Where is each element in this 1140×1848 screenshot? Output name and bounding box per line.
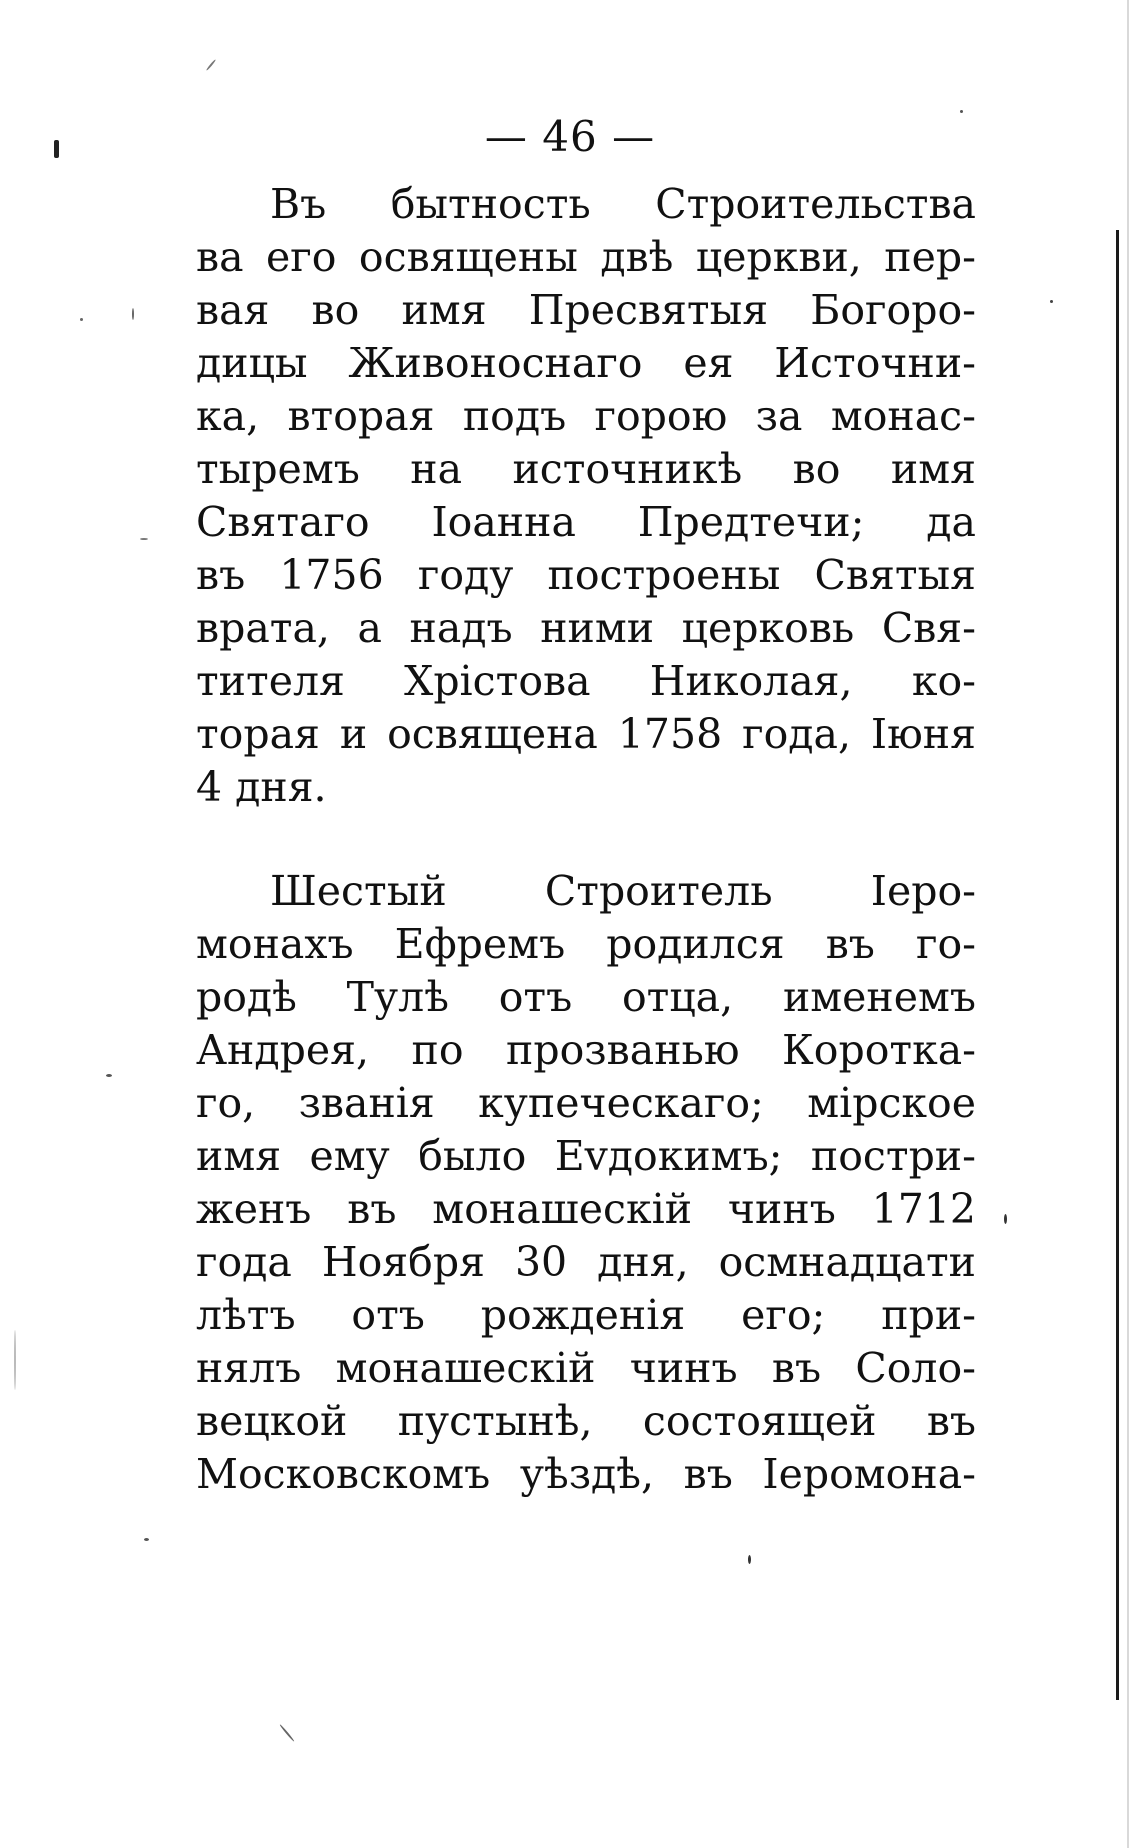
scan-speck [279,1724,295,1742]
scan-speck [748,1555,751,1564]
scan-speck [144,1538,149,1541]
text-line: тыремъ на источникѣ во имя [196,445,976,493]
scan-speck [14,1330,16,1390]
scan-speck [206,59,217,71]
text-line: женъ въ монашескій чинъ 1712 [196,1185,976,1233]
text-line: лѣтъ отъ рожденія его; при- [196,1291,976,1339]
scan-speck [106,1074,112,1077]
text-line: нялъ монашескій чинъ въ Соло- [196,1344,976,1392]
text-line: го, званія купеческаго; мірское [196,1079,976,1127]
text-line: ва его освящены двѣ церкви, пер- [196,233,976,281]
text-line: Шестый Строитель Іеро- [270,867,976,915]
text-line: Андрея, по прозванью Коротка- [196,1026,976,1074]
scan-speck [1004,1214,1007,1224]
text-line: имя ему было Еvдокимъ; постри- [196,1132,976,1180]
page-edge-line [1116,230,1119,1700]
text-line: родѣ Тулѣ отъ отца, именемъ [196,973,976,1021]
text-line: года Ноября 30 дня, осмнадцати [196,1238,976,1286]
paragraph-2 [196,865,976,1501]
scan-speck [140,538,148,540]
scan-speck [132,308,134,320]
scan-speck [1050,300,1053,303]
text-line: вецкой пустынѣ, состоящей въ [196,1397,976,1445]
page-number: — 46 — [484,112,656,161]
text-line: Въ бытность Строительства [270,180,976,228]
page-edge-shadow [1127,0,1129,1848]
text-line: торая и освящена 1758 года, Іюня [196,710,976,758]
paragraph-1 [196,178,976,814]
text-line: Святаго Іоанна Предтечи; да [196,498,976,546]
text-line: тителя Хрістова Николая, ко- [196,657,976,705]
text-line: дицы Живоноснаго ея Источни- [196,339,976,387]
text-line: ка, вторая подъ горою за монас- [196,392,976,440]
scan-speck [54,140,59,158]
text-line: монахъ Ефремъ родился въ го- [196,920,976,968]
text-line: 4 дня. [196,763,327,811]
text-line: вая во имя Пресвятыя Богоро- [196,286,976,334]
text-line: въ 1756 году построены Святыя [196,551,976,599]
scan-speck [960,110,963,113]
scan-speck [80,318,83,321]
text-line: Московскомъ уѣздѣ, въ Іеромона- [196,1450,976,1498]
text-line: врата, а надъ ними церковь Свя- [196,604,976,652]
